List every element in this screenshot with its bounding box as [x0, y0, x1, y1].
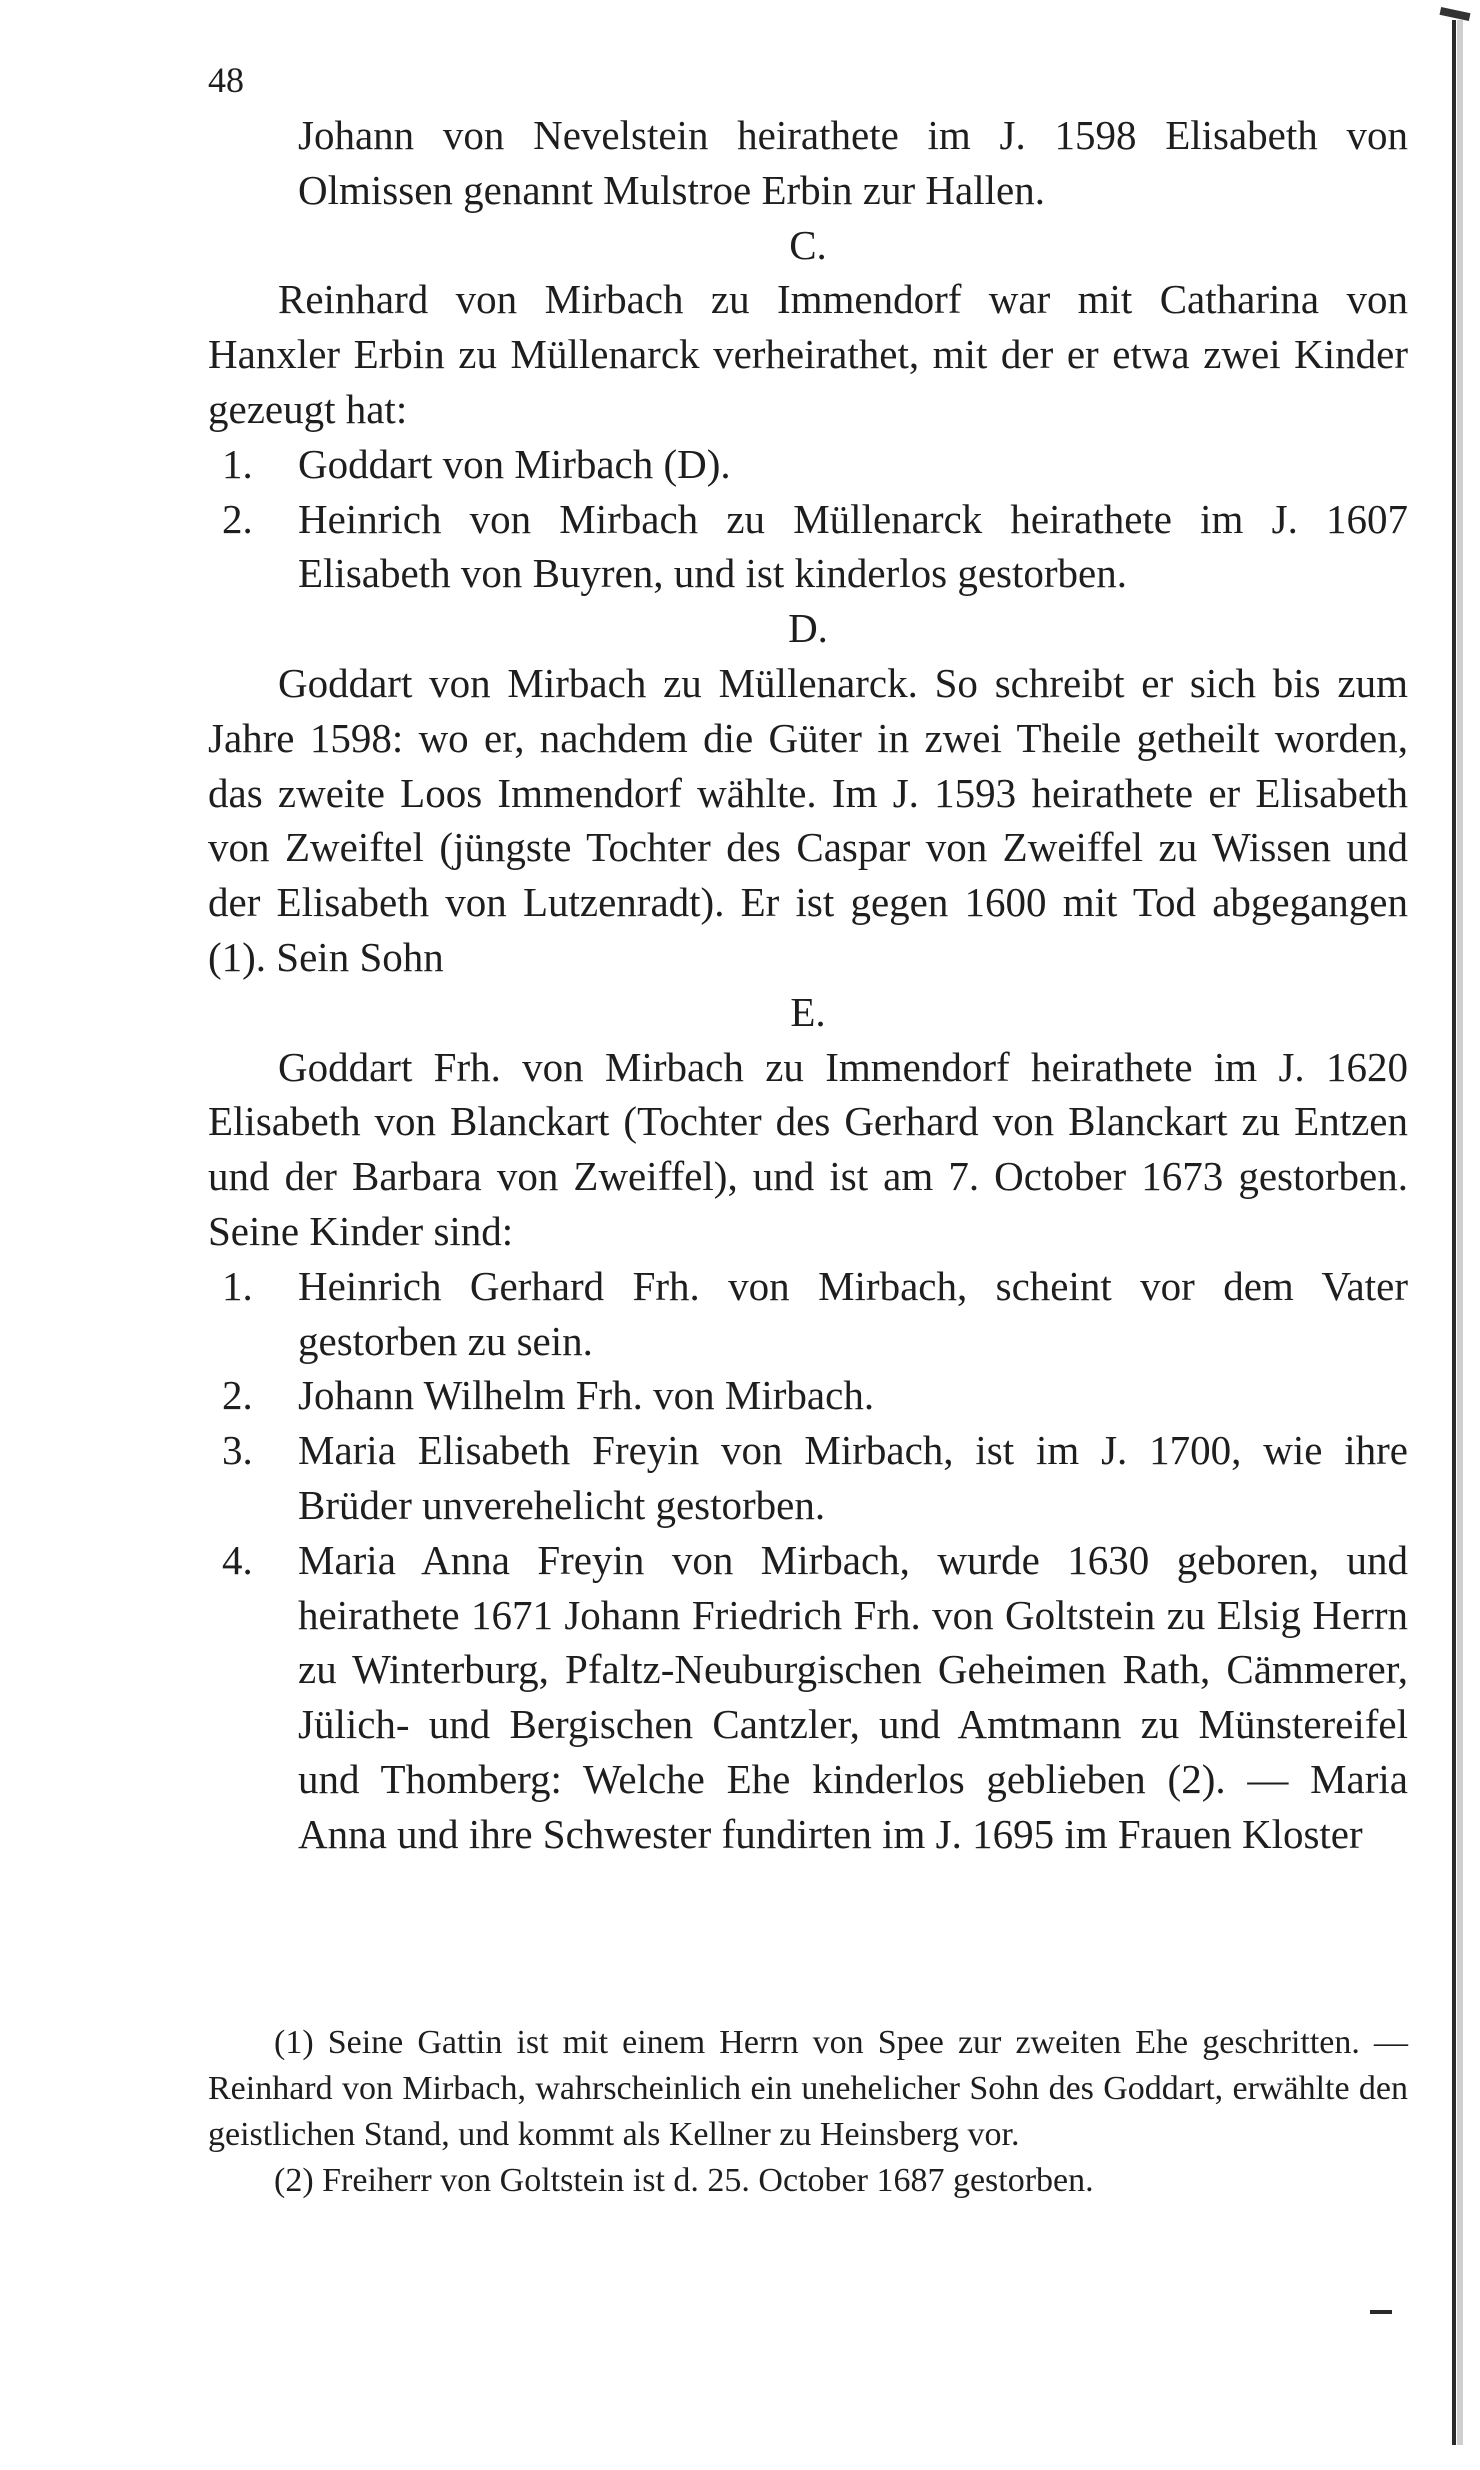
list-item: [208, 1259, 1408, 1369]
binding-edge-line: [1452, 20, 1456, 2445]
list-item-text: Heinrich von Mirbach zu Müllenarck heirathete im J. 1607 Elisabeth von Buyren, und ist kinderlos gestorben.: [298, 495, 1408, 597]
section-d-paragraph: Goddart von Mirbach zu Müllenarck. So schreibt er sich bis zum Jahre 1598: wo er, nachdem die Güter in zwei Theile getheilt worden, das zweite Loos Immendorf wählte. Im J. 1593 heirathete er Elisabeth von Zweiftel (jüngste Tochter des Caspar von Zweiffel zu Wissen und der Elisabeth von Lutzenradt). Er ist gegen 1600 mit Tod abgegangen (1). Sein Sohn: [208, 659, 1408, 980]
section-c-heading: C.: [789, 221, 827, 268]
list-item: [208, 437, 1408, 492]
footnotes: [208, 2020, 1408, 2204]
section-c-paragraph: Reinhard von Mirbach zu Immendorf war mit Catharina von Hanxler Erbin zu Müllenarck verheirathet, mit der er etwa zwei Kinder gezeugt hat:: [208, 276, 1408, 432]
list-item-number: 2.: [222, 1372, 253, 1419]
list-item-text: Maria Elisabeth Freyin von Mirbach, ist im J. 1700, wie ihre Brüder unverehelicht gestorben.: [298, 1427, 1408, 1528]
list-item-text: Goddart von Mirbach (D).: [298, 440, 731, 487]
section-e-paragraph: Goddart Frh. von Mirbach zu Immendorf heirathete im J. 1620 Elisabeth von Blanckart (Tochter des Gerhard von Blanckart zu Entzen und der Barbara von Zweiffel), und ist am 7. October 1673 gestorben. Seine Kinder sind:: [208, 1043, 1408, 1254]
section-e-heading: E.: [790, 988, 826, 1035]
list-item-text: Heinrich Gerhard Frh. von Mirbach, scheint vor dem Vater gestorben zu sein.: [298, 1262, 1408, 1364]
list-item: [208, 1533, 1408, 1862]
list-item-number: 4.: [222, 1536, 253, 1583]
list-item-number: 3.: [222, 1427, 253, 1474]
section-c-list: [208, 437, 1408, 601]
footnote-1: (1) Seine Gattin ist mit einem Herrn von Spee zur zweiten Ehe geschritten. — Reinhard von Mirbach, wahrscheinlich ein unehelicher Sohn des Goddart, erwählte den geistlichen Stand, und kommt als Kellner zu Heinsberg vor.: [208, 2024, 1408, 2153]
footnote-2: (2) Freiherr von Goltstein ist d. 25. October 1687 gestorben.: [274, 2162, 1094, 2199]
edge-tick-mark: [1370, 2310, 1392, 2314]
main-text: [208, 108, 1408, 1862]
list-item-number: 1.: [222, 440, 253, 487]
list-item-text: Maria Anna Freyin von Mirbach, wurde 1630 geboren, und heirathete 1671 Johann Friedrich Frh. von Goltstein zu Elsig Herrn zu Winterburg, Pfaltz-Neuburgischen Geheimen Rath, Cämmerer, Jülich- und Bergischen Cantzler, und Amtmann zu Münstereifel und Thomberg: Welche Ehe kinderlos geblieben (2). — Maria Anna und ihre Schwester fundirten im J. 1695 im Frauen Kloster: [298, 1536, 1408, 1857]
page-corner-mark: [1439, 7, 1470, 21]
list-item: [208, 1368, 1408, 1423]
binding-edge-shadow: [1457, 20, 1463, 2445]
list-item-text: Johann Wilhelm Frh. von Mirbach.: [298, 1372, 875, 1419]
list-item: [208, 1423, 1408, 1533]
list-item: [208, 492, 1408, 602]
list-item-number: 1.: [222, 1262, 253, 1309]
list-item-number: 2.: [222, 495, 253, 542]
section-e-list: [208, 1259, 1408, 1862]
section-d-heading: D.: [788, 605, 828, 652]
intro-paragraph: Johann von Nevelstein heirathete im J. 1598 Elisabeth von Olmissen genannt Mulstroe Erbin zur Hallen.: [298, 112, 1408, 213]
page-number: 48: [208, 60, 244, 100]
